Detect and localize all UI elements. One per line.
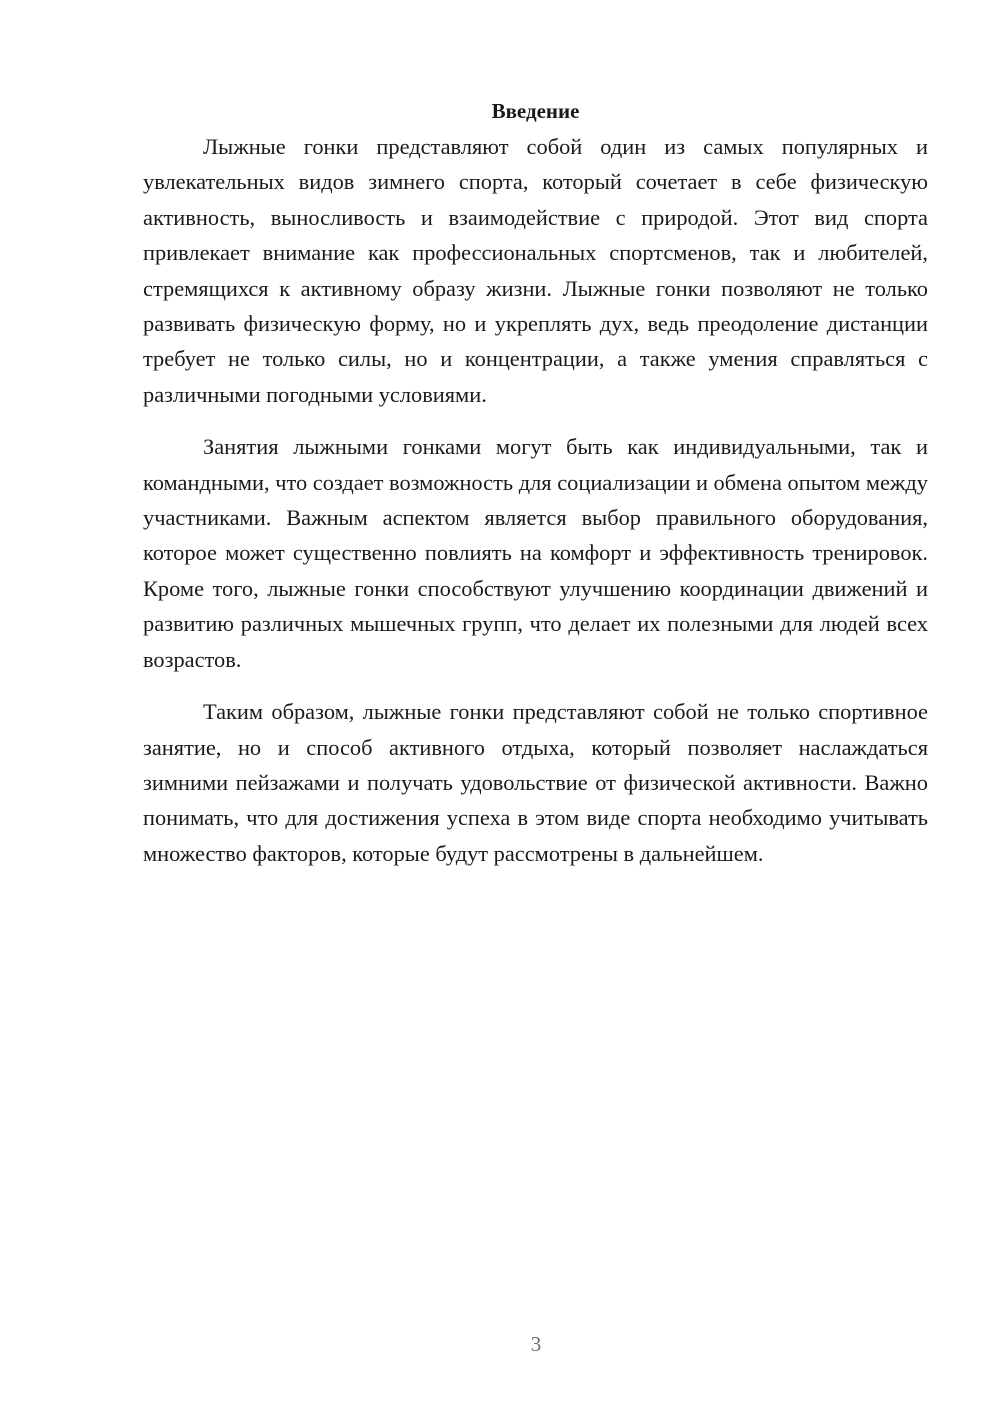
page-content <box>143 95 928 871</box>
paragraph-3: Таким образом, лыжные гонки представляют собой не только спортивное занятие, но и способ активного отдыха, который позволяет наслаждаться зимними пейзажами и получать удовольствие от физической активности. Важно понимать, что для достижения успеха в этом виде спорта необходимо учитывать множество факторов, которые будут рассмотрены в дальнейшем. <box>143 699 928 866</box>
paragraph-2: Занятия лыжными гонками могут быть как индивидуальными, так и командными, что создает возможность для социализации и обмена опытом между участниками. Важным аспектом является выбор правильного оборудования, которое может существенно повлиять на комфорт и эффективность тренировок. Кроме того, лыжные гонки способствуют улучшению координации движений и развитию различных мышечных групп, что делает их полезными для людей всех возрастов. <box>143 434 928 672</box>
paragraph-1: Лыжные гонки представляют собой один из самых популярных и увлекательных видов зимнего спорта, который сочетает в себе физическую активность, выносливость и взаимодействие с природой. Этот вид спорта привлекает внимание как профессиональных спортсменов, так и любителей, стремящихся к активному образу жизни. Лыжные гонки позволяют не только развивать физическую форму, но и укреплять дух, ведь преодоление дистанции требует не только силы, но и концентрации, а также умения справляться с различными погодными условиями. <box>143 134 928 407</box>
page-number: 3 <box>530 1332 542 1356</box>
section-title: Введение <box>491 99 580 123</box>
